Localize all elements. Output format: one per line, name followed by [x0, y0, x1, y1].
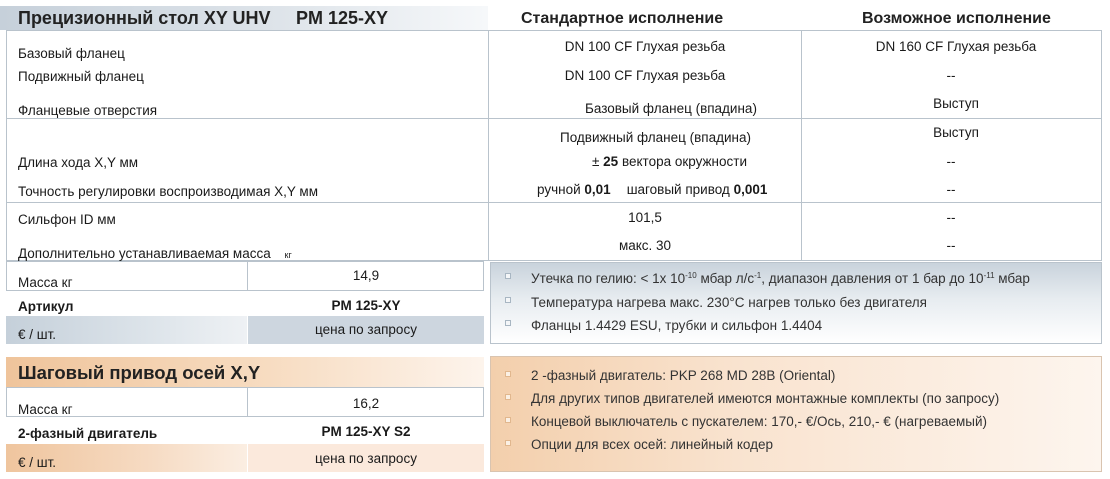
note-options: Опции для всех осей: линейный кодер: [531, 437, 774, 452]
label-moving-flange: Подвижный фланец: [18, 69, 144, 84]
value-flange-holes-optional-1: Выступ: [933, 96, 979, 111]
value-stroke-standard: [592, 154, 747, 169]
label-accuracy: Точность регулировки воспроизводимая X,Y мм: [18, 184, 318, 199]
spec-divider-2: [801, 30, 802, 261]
value-flange-holes-standard-2: Подвижный фланец (впадина): [560, 130, 751, 145]
extra-mass-label: Дополнительно устанавливаемая масса: [18, 246, 271, 261]
notes-box-top: [490, 262, 1102, 344]
leak-text-2: мбар л/с: [696, 271, 755, 286]
bullet-icon: [505, 394, 511, 400]
value-moving-flange-standard: DN 100 CF Глухая резьба: [564, 68, 726, 83]
value-stepper-mass: 16,2: [352, 396, 380, 411]
bullet-icon: [505, 440, 511, 446]
leak-exp-1: -10: [685, 271, 697, 280]
stroke-value: 25: [603, 154, 619, 169]
label-stepper-price: € / шт.: [18, 455, 57, 470]
label-stepper-mass: Масса кг: [18, 402, 73, 417]
leak-text-3: , диапазон давления от 1 бар до 10: [761, 271, 984, 286]
value-accuracy-standard: [537, 182, 767, 197]
label-stroke: Длина хода X,Y мм: [18, 155, 139, 170]
bullet-icon: [505, 320, 511, 326]
value-base-flange-standard: DN 100 CF Глухая резьба: [564, 39, 726, 54]
accuracy-manual-label: ручной: [537, 182, 585, 197]
stepper-title: Шаговый привод осей X,Y: [18, 362, 261, 383]
spec-row-sep-1: [6, 118, 1102, 119]
leak-text-1: Утечка по гелию: < 1x 10: [531, 271, 686, 286]
value-article: PM 125-XY: [331, 298, 401, 313]
extra-mass-unit: кг: [284, 250, 292, 260]
notes-box-bottom: [490, 356, 1102, 472]
label-price: € / шт.: [18, 327, 57, 342]
note-mount-kits: Для других типов двигателей имеются монтажные комплекты (по запросу): [531, 391, 1000, 406]
note-flanges: Фланцы 1.4429 ESU, трубки и сильфон 1.4404: [531, 318, 823, 333]
value-stepper-price: цена по запросу: [315, 451, 417, 466]
value-extra-mass-optional: --: [946, 238, 956, 253]
value-bellows-optional: --: [946, 210, 956, 225]
label-bellows: Сильфон ID мм: [18, 212, 116, 227]
model-title: PM 125-XY: [296, 8, 389, 28]
value-stroke-optional: --: [946, 154, 956, 169]
note-helium-leak: [531, 271, 1030, 286]
accuracy-manual-value: 0,01: [584, 182, 611, 197]
leak-exp-2: -1: [754, 271, 762, 280]
note-limit-switch: Концевой выключатель с пускателем: 170,- €/Ось, 210,- € (нагреваемый): [531, 414, 988, 429]
spec-table: [6, 30, 1102, 261]
value-product-mass: 14,9: [352, 268, 380, 283]
page-title: Прецизионный стол XY UHV: [18, 8, 271, 28]
label-motor: 2-фазный двигатель: [18, 426, 158, 441]
note-motor: 2 -фазный двигатель: PKP 268 MD 28B (Oriental): [531, 368, 836, 383]
label-extra-mass: [18, 246, 292, 261]
bullet-icon: [505, 297, 511, 303]
value-price: цена по запросу: [315, 322, 417, 337]
stroke-prefix: ±: [592, 154, 604, 169]
value-flange-holes-optional-2: Выступ: [933, 125, 979, 140]
bullet-icon: [505, 273, 511, 279]
spec-divider-1: [488, 30, 489, 261]
leak-text-4: мбар: [994, 271, 1030, 286]
label-product-mass: Масса кг: [18, 275, 73, 290]
leak-exp-3: -11: [983, 271, 995, 280]
value-moving-flange-optional: --: [946, 68, 956, 83]
column-header-optional: Возможное исполнение: [862, 10, 1051, 27]
value-flange-holes-standard-1: Базовый фланец (впадина): [585, 101, 757, 116]
label-base-flange: Базовый фланец: [18, 46, 125, 61]
value-bellows-standard: 101,5: [628, 210, 662, 225]
note-temperature: Температура нагрева макс. 230°C нагрев только без двигателя: [531, 295, 927, 310]
value-extra-mass-standard: макс. 30: [618, 238, 672, 253]
accuracy-stepper-label: шаговый привод: [626, 182, 734, 197]
value-base-flange-optional: DN 160 CF Глухая резьба: [875, 39, 1037, 54]
label-flange-holes: Фланцевые отверстия: [18, 103, 158, 118]
bullet-icon: [505, 417, 511, 423]
spec-row-sep-2: [6, 202, 1102, 203]
stroke-suffix: вектора окружности: [618, 154, 747, 169]
bullet-icon: [505, 371, 511, 377]
column-header-standard: Стандартное исполнение: [521, 10, 724, 27]
value-accuracy-optional: --: [946, 182, 956, 197]
value-motor: PM 125-XY S2: [321, 424, 411, 439]
label-article: Артикул: [18, 299, 74, 314]
accuracy-stepper-value: 0,001: [733, 182, 768, 197]
